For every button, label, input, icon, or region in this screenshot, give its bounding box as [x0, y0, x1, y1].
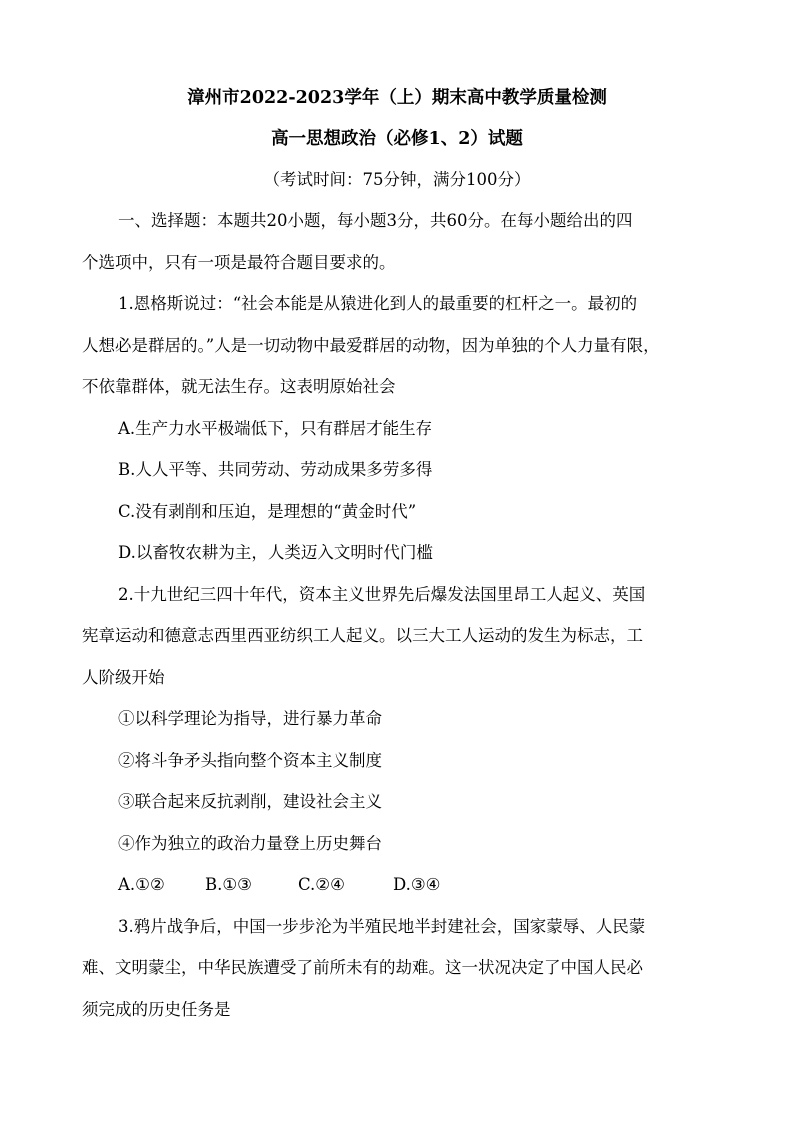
- question-2-option-a[interactable]: A.①②: [118, 875, 165, 894]
- question-1-option-a[interactable]: A.生产力水平极端低下，只有群居才能生存: [118, 419, 433, 438]
- question-2-option-d[interactable]: D.③④: [393, 875, 441, 894]
- question-1-stem: 1.恩格斯说过：“社会本能是从猿进化到人的最重要的杠杆之一。最初的: [118, 294, 638, 313]
- question-1-option-d[interactable]: D.以畜牧农耕为主，人类迈入文明时代门槛: [118, 543, 433, 562]
- question-2-option-c[interactable]: C.②④: [298, 875, 345, 894]
- question-1-option-c[interactable]: C.没有剥削和压迫，是理想的“黄金时代”: [118, 502, 417, 521]
- question-1-stem-cont: 人想必是群居的。”人是一切动物中最爱群居的动物，因为单独的个人力量有限，: [82, 336, 660, 355]
- question-2-statement-4: ④作为独立的政治力量登上历史舞台: [118, 834, 382, 853]
- question-2-statement-2: ②将斗争矛头指向整个资本主义制度: [118, 751, 382, 770]
- exam-info: （考试时间：75分钟，满分100分）: [263, 170, 531, 189]
- question-2-stem-end: 人阶级开始: [82, 668, 165, 687]
- document-subtitle: 高一思想政治（必修1、2）试题: [271, 129, 523, 149]
- question-2-statement-1: ①以科学理论为指导，进行暴力革命: [118, 709, 382, 728]
- question-2-statement-3: ③联合起来反抗剥削，建设社会主义: [118, 792, 382, 811]
- question-2-option-b[interactable]: B.①③: [205, 875, 252, 894]
- question-3-stem: 3.鸦片战争后，中国一步步沦为半殖民地半封建社会，国家蒙辱、人民蒙: [118, 917, 646, 936]
- document-title: 漳州市2022-2023学年（上）期末高中教学质量检测: [187, 88, 607, 108]
- question-1-option-b[interactable]: B.人人平等、共同劳动、劳动成果多劳多得: [118, 460, 433, 479]
- section-instructions: 一、选择题：本题共20小题，每小题3分，共60分。在每小题给出的四: [118, 211, 633, 230]
- question-2-stem-cont: 宪章运动和德意志西里西亚纺织工人起义。以三大工人运动的发生为标志，工: [82, 626, 643, 645]
- question-2-stem: 2.十九世纪三四十年代，资本主义世界先后爆发法国里昂工人起义、英国: [118, 585, 646, 604]
- question-3-stem-end: 须完成的历史任务是: [82, 1000, 231, 1019]
- section-instructions-cont: 个选项中，只有一项是最符合题目要求的。: [82, 253, 396, 272]
- question-1-stem-end: 不依靠群体，就无法生存。这表明原始社会: [82, 377, 396, 396]
- question-3-stem-cont: 难、文明蒙尘，中华民族遭受了前所未有的劫难。这一状况决定了中国人民必: [82, 958, 643, 977]
